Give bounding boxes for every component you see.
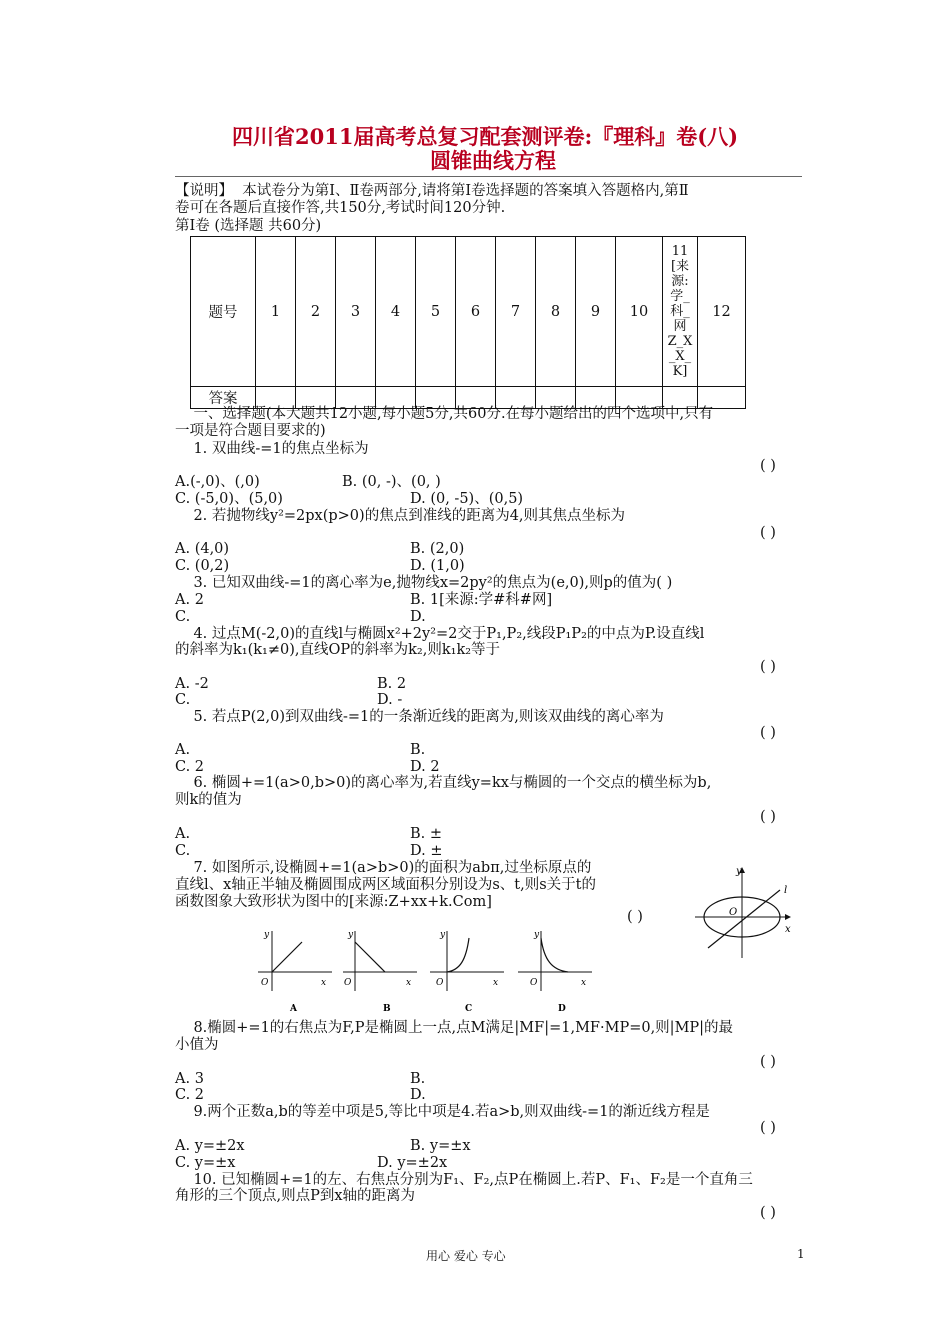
footer-motto: 用心 爱心 专心 xyxy=(426,1249,506,1263)
line-l xyxy=(708,890,780,948)
q3-option-c: C. xyxy=(175,609,191,625)
q8-option-b: B. xyxy=(410,1071,426,1087)
q8-option-d: D. xyxy=(410,1087,426,1103)
q5-option-b: B. xyxy=(410,742,426,758)
q4-option-b: B. 2 xyxy=(377,676,407,692)
svg-text:O: O xyxy=(530,978,538,988)
answer-paren[interactable]: ( ) xyxy=(760,525,776,541)
volume-label: 第Ⅰ卷 (选择题 共60分) xyxy=(175,218,322,234)
q1-option-b: B. (0, -)、(0, ) xyxy=(342,474,441,490)
question-8: 8.椭圆+=1的右焦点为F,P是椭圆上一点,点M满足|MF|=1,MF·MP=0,则|MP|的最 xyxy=(193,1020,734,1036)
option-label-c: C xyxy=(465,1004,473,1014)
question-4: 4. 过点M(-2,0)的直线l与椭圆x²+2y²=2交于P₁,P₂,线段P₁P₂的中点为P.设直线l xyxy=(193,626,705,642)
question-5: 5. 若点P(2,0)到双曲线-=1的一条渐近线的距离为,则该双曲线的离心率为 xyxy=(193,709,664,725)
answer-paren[interactable]: ( ) xyxy=(760,1205,776,1221)
svg-text:O: O xyxy=(261,978,269,988)
svg-text:y: y xyxy=(264,930,270,940)
ellipse-figure xyxy=(690,860,800,960)
q5-option-a: A. xyxy=(175,742,191,758)
curve-b xyxy=(355,942,385,972)
svg-text:x: x xyxy=(493,978,499,988)
question-2: 2. 若抛物线y²=2px(p>0)的焦点到准线的距离为4,则其焦点坐标为 xyxy=(193,508,626,524)
option-label-b: B xyxy=(383,1004,391,1014)
page-number: 1 xyxy=(797,1247,805,1261)
q4-option-c: C. xyxy=(175,692,191,708)
col-11: 11 [来 源: 学_ 科_ 网 Z_X _X_ K] xyxy=(663,237,698,387)
col-number: 2 xyxy=(296,237,336,387)
question-8-line2: 小值为 xyxy=(175,1037,219,1053)
svg-text:l: l xyxy=(784,885,788,896)
section-heading: 一、选择题(本大题共12小题,每小题5分,共60分.在每小题给出的四个选项中,只有 xyxy=(193,406,714,422)
col-number: 8 xyxy=(536,237,576,387)
q1-option-c: C. (-5,0)、(5,0) xyxy=(175,491,283,507)
q9-option-a: A. y=±2x xyxy=(175,1138,245,1154)
q9-option-c: C. y=±x xyxy=(175,1155,236,1171)
q6-option-c: C. xyxy=(175,843,191,859)
intro-tag: 【说明】 xyxy=(175,183,233,199)
answer-label: 答案 xyxy=(191,387,256,409)
svg-text:y: y xyxy=(348,930,354,940)
col-number: 9 xyxy=(576,237,616,387)
graph-a xyxy=(250,925,340,1020)
q4-option-a: A. -2 xyxy=(175,676,209,692)
answer-paren[interactable]: ( ) xyxy=(760,1054,776,1070)
answer-paren[interactable]: ( ) xyxy=(760,1120,776,1136)
question-7: 7. 如图所示,设椭圆+=1(a>b>0)的面积为abπ,过坐标原点的 xyxy=(193,860,592,876)
q2-option-c: C. (0,2) xyxy=(175,558,230,574)
q2-option-d: D. (1,0) xyxy=(410,558,465,574)
curve-a xyxy=(272,942,302,972)
curve-c xyxy=(447,938,469,972)
col-12: 12 xyxy=(698,237,746,387)
question-4-line2: 的斜率为k₁(k₁≠0),直线OP的斜率为k₂,则k₁k₂等于 xyxy=(175,642,501,658)
q3-option-a: A. 2 xyxy=(175,592,204,608)
col-number: 3 xyxy=(336,237,376,387)
q3-option-d: D. xyxy=(410,609,426,625)
col-number: 10 xyxy=(616,237,663,387)
question-9: 9.两个正数a,b的等差中项是5,等比中项是4.若a>b,则双曲线-=1的渐近线方程是 xyxy=(193,1104,710,1120)
question-1: 1. 双曲线-=1的焦点坐标为 xyxy=(193,441,369,457)
svg-text:O: O xyxy=(344,978,352,988)
col-number: 4 xyxy=(376,237,416,387)
q1-option-a: A.(-,0)、(,0) xyxy=(175,474,260,490)
question-6-line2: 则k的值为 xyxy=(175,792,242,808)
question-10-line2: 角形的三个顶点,则点P到x轴的距离为 xyxy=(175,1188,416,1204)
q2-option-b: B. (2,0) xyxy=(410,541,465,557)
svg-text:y: y xyxy=(736,866,742,877)
q4-option-d: D. - xyxy=(377,692,403,708)
q2-option-a: A. (4,0) xyxy=(175,541,230,557)
q6-option-a: A. xyxy=(175,826,191,842)
answer-paren[interactable]: ( ) xyxy=(627,909,643,925)
curve-d xyxy=(541,938,568,972)
option-label-d: D xyxy=(558,1004,566,1014)
svg-text:x: x xyxy=(785,924,791,935)
intro-line2: 卷可在各题后直接作答,共150分,考试时间120分钟. xyxy=(175,200,506,216)
svg-text:x: x xyxy=(406,978,412,988)
answer-paren[interactable]: ( ) xyxy=(760,725,776,741)
q8-option-a: A. 3 xyxy=(175,1071,204,1087)
intro-line1: 【说明】 本试卷分为第Ⅰ、Ⅱ卷两部分,请将第Ⅰ卷选择题的答案填入答题格内,第Ⅱ xyxy=(175,183,689,199)
col-number: 1 xyxy=(256,237,296,387)
graph-b xyxy=(335,925,425,1020)
header-label: 题号 xyxy=(191,237,256,387)
answer-paren[interactable]: ( ) xyxy=(760,458,776,474)
title-rule xyxy=(175,176,802,177)
answer-paren[interactable]: ( ) xyxy=(760,659,776,675)
question-3: 3. 已知双曲线-=1的离心率为e,抛物线x=2py²的焦点为(e,0),则p的值为( ) xyxy=(193,575,673,591)
col-number: 7 xyxy=(496,237,536,387)
q3-option-b: B. 1[来源:学#科#网] xyxy=(410,592,553,608)
col-number: 5 xyxy=(416,237,456,387)
section-heading-line2: 一项是符合题目要求的) xyxy=(175,423,326,439)
graph-c xyxy=(422,925,512,1020)
option-label-a: A xyxy=(290,1004,297,1014)
question-7-line3: 函数图象大致形状为图中的[来源:Z+xx+k.Com] xyxy=(175,894,492,910)
q6-option-d: D. ± xyxy=(410,843,443,859)
q5-option-d: D. 2 xyxy=(410,759,440,775)
svg-text:y: y xyxy=(534,930,540,940)
q5-option-c: C. 2 xyxy=(175,759,205,775)
doc-title-line2: 圆锥曲线方程 xyxy=(430,148,556,173)
question-6: 6. 椭圆+=1(a>0,b>0)的离心率为,若直线y=kx与椭圆的一个交点的横坐标为b, xyxy=(193,775,712,791)
q1-option-d: D. (0, -5)、(0,5) xyxy=(410,491,524,507)
question-10: 10. 已知椭圆+=1的左、右焦点分别为F₁、F₂,点P在椭圆上.若P、F₁、F₂是一个直角三 xyxy=(193,1172,753,1188)
q8-option-c: C. 2 xyxy=(175,1087,205,1103)
q9-option-b: B. y=±x xyxy=(410,1138,471,1154)
svg-text:x: x xyxy=(321,978,327,988)
q9-option-d: D. y=±2x xyxy=(377,1155,448,1171)
svg-text:x: x xyxy=(581,978,587,988)
svg-text:O: O xyxy=(436,978,444,988)
svg-text:y: y xyxy=(440,930,446,940)
question-7-line2: 直线l、x轴正半轴及椭圆围成两区域面积分别设为s、t,则s关于t的 xyxy=(175,877,596,893)
answer-table xyxy=(190,236,746,409)
answer-paren[interactable]: ( ) xyxy=(760,809,776,825)
q6-option-b: B. ± xyxy=(410,826,443,842)
col-number: 6 xyxy=(456,237,496,387)
svg-text:O: O xyxy=(729,907,738,918)
doc-title-line1: 四川省2011届高考总复习配套测评卷:『理科』卷(八) xyxy=(232,124,739,149)
graph-d xyxy=(510,925,600,1020)
